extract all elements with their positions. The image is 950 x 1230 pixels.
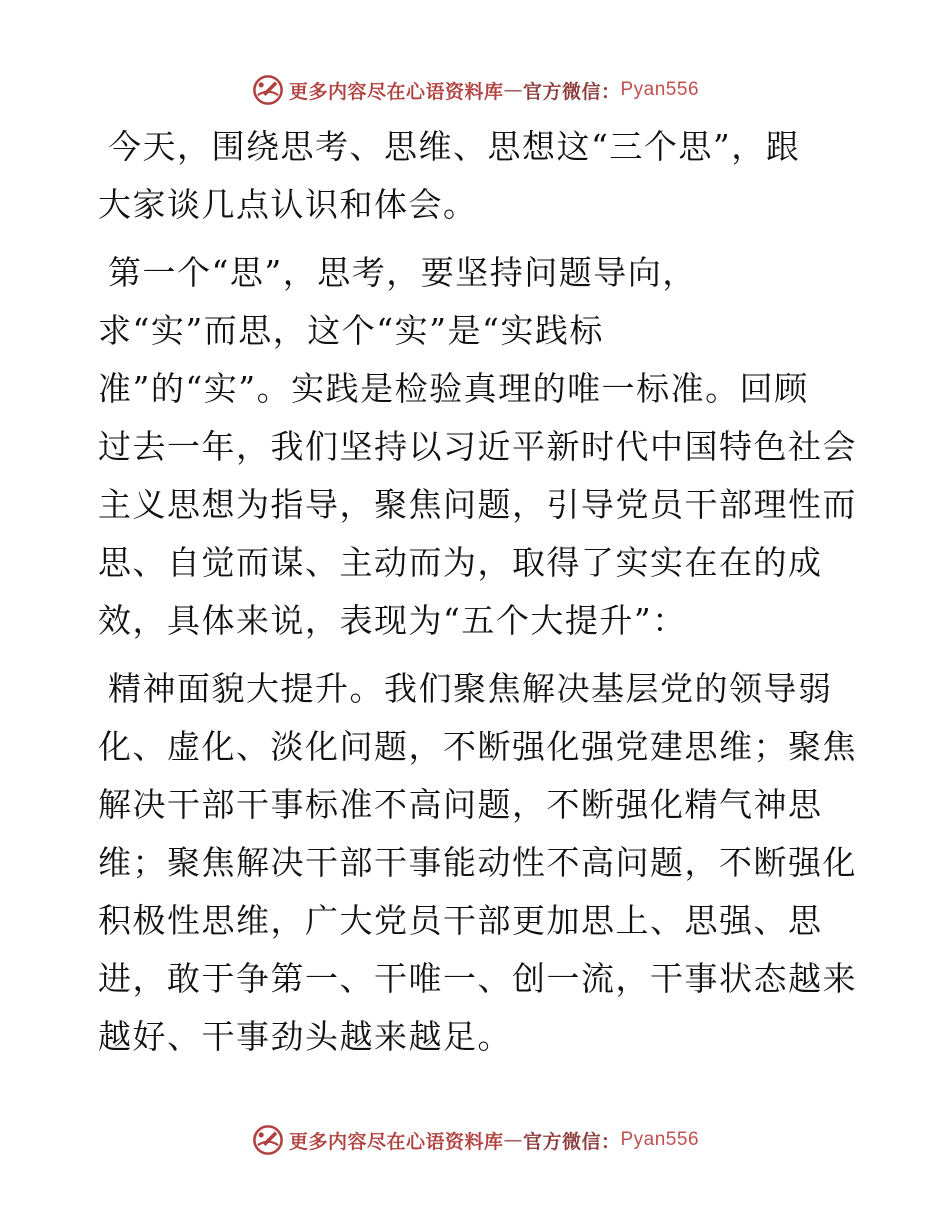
paragraph-line: 思、自觉而谋、主动而为，取得了实实在在的成: [98, 543, 823, 582]
book-pen-logo-icon: [251, 73, 285, 107]
document-body: [98, 118, 858, 1066]
footer-watermark: [0, 1120, 950, 1160]
paragraph-line: 精神面貌大提升。我们聚焦解决基层党的领导弱: [108, 669, 833, 708]
watermark-separator: —: [503, 79, 523, 101]
header-watermark: [0, 70, 950, 110]
paragraph-line: 进，敢于争第一、干唯一、创一流，干事状态越来: [98, 959, 857, 998]
paragraph-line: 越好、干事劲头越来越足。: [98, 1017, 512, 1056]
paragraph-line: 第一个“思”，思考，要坚持问题导向，: [108, 253, 697, 292]
paragraph-first-si: [98, 244, 858, 650]
paragraph-intro: [98, 118, 858, 234]
watermark-wechat-id: Pyan556: [620, 1129, 700, 1150]
watermark-brand: 更多内容尽在心语资料库: [288, 80, 504, 103]
paragraph-spirit: [98, 660, 858, 1066]
paragraph-line: 化、虚化、淡化问题，不断强化强党建思维；聚焦: [98, 727, 857, 766]
paragraph-line: 求“实”而思，这个“实”是“实践标: [98, 311, 604, 350]
paragraph-line: 效，具体来说，表现为“五个大提升”：: [98, 601, 687, 640]
paragraph-line: 积极性思维，广大党员干部更加思上、思强、思: [98, 901, 823, 940]
watermark-brand: 更多内容尽在心语资料库: [288, 1130, 504, 1153]
watermark-label: 官方微信：: [522, 1130, 621, 1153]
watermark-separator: —: [503, 1129, 523, 1151]
paragraph-line: 大家谈几点认识和体会。: [98, 185, 478, 224]
paragraph-line: 准”的“实”。实践是检验真理的唯一标准。回顾: [98, 369, 809, 408]
paragraph-line: 主义思想为指导，聚焦问题，引导党员干部理性而: [98, 485, 857, 524]
book-pen-logo-icon: [251, 1123, 285, 1157]
watermark-wechat-id: Pyan556: [620, 79, 700, 100]
paragraph-line: 今天，围绕思考、思维、思想这“三个思”，跟: [108, 127, 801, 166]
paragraph-line: 维；聚焦解决干部干事能动性不高问题，不断强化: [98, 843, 857, 882]
watermark-label: 官方微信：: [522, 80, 621, 103]
paragraph-line: 解决干部干事标准不高问题，不断强化精气神思: [98, 785, 823, 824]
paragraph-line: 过去一年，我们坚持以习近平新时代中国特色社会: [98, 427, 857, 466]
